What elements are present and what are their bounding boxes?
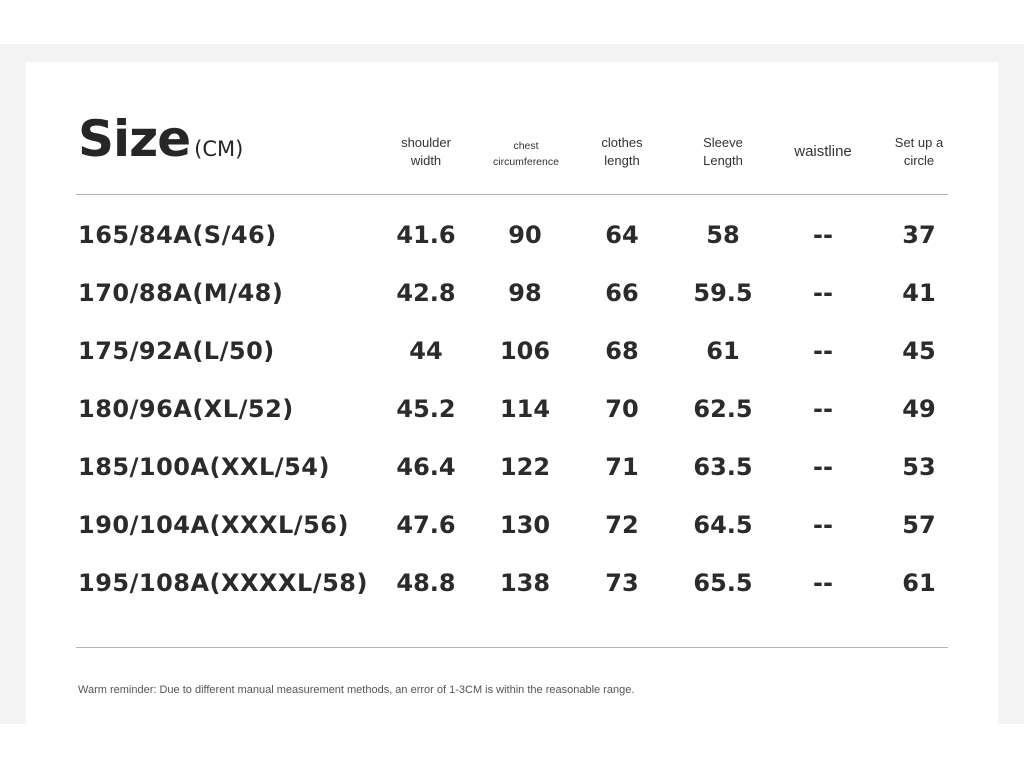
measurement-cell: 130 (499, 511, 551, 539)
footer-divider (76, 647, 948, 648)
size-label: 190/104A(XXXL/56) (78, 511, 349, 539)
table-row (26, 264, 998, 322)
size-chart-card (26, 62, 998, 724)
size-title (78, 110, 244, 168)
table-row (26, 380, 998, 438)
measurement-cell: -- (813, 395, 833, 423)
measurement-cell: 61 (706, 337, 740, 365)
header-waistline: waistline (794, 143, 852, 160)
header-divider (76, 194, 948, 195)
warm-reminder-note: Warm reminder: Due to different manual measurement methods, an error of 1-3CM is within the reasonable range. (78, 684, 635, 696)
size-title-text: Size (78, 110, 191, 168)
measurement-cell: 37 (902, 221, 936, 249)
measurement-cell: 45.2 (396, 395, 456, 423)
measurement-cell: 68 (605, 337, 639, 365)
measurement-cell: 98 (508, 279, 542, 307)
measurement-cell: -- (813, 221, 833, 249)
measurement-cell: 65.5 (693, 569, 753, 597)
measurement-cell: 62.5 (693, 395, 753, 423)
measurement-cell: -- (813, 337, 833, 365)
measurement-cell: 47.6 (396, 511, 456, 539)
measurement-cell: -- (813, 279, 833, 307)
measurement-cell: 42.8 (396, 279, 456, 307)
measurement-cell: 44 (409, 337, 443, 365)
measurement-cell: 53 (902, 453, 936, 481)
table-row (26, 496, 998, 554)
measurement-cell: 49 (902, 395, 936, 423)
measurement-cell: 41 (902, 279, 936, 307)
size-label: 170/88A(M/48) (78, 279, 284, 307)
table-row (26, 206, 998, 264)
measurement-cell: 90 (508, 221, 542, 249)
measurement-cell: 71 (605, 453, 639, 481)
measurement-cell: 58 (706, 221, 740, 249)
size-label: 175/92A(L/50) (78, 337, 275, 365)
table-row (26, 554, 998, 612)
measurement-cell: 41.6 (396, 221, 456, 249)
header-chest-circumference: chest circumference (493, 140, 559, 168)
measurement-cell: 64.5 (693, 511, 753, 539)
size-label: 165/84A(S/46) (78, 221, 277, 249)
measurement-cell: -- (813, 511, 833, 539)
table-row (26, 322, 998, 380)
size-label: 195/108A(XXXXL/58) (78, 569, 368, 597)
measurement-cell: 72 (605, 511, 639, 539)
measurement-cell: 73 (605, 569, 639, 597)
measurement-cell: 64 (605, 221, 639, 249)
measurement-cell: 114 (499, 395, 551, 423)
measurement-cell: 46.4 (396, 453, 456, 481)
table-row (26, 438, 998, 496)
header-set-up-a-circle: Set up a circle (894, 135, 944, 168)
measurement-cell: -- (813, 453, 833, 481)
measurement-cell: 63.5 (693, 453, 753, 481)
measurement-cell: 106 (499, 337, 551, 365)
measurement-cell: 45 (902, 337, 936, 365)
measurement-cell: 48.8 (396, 569, 456, 597)
measurement-cell: 122 (499, 453, 551, 481)
measurement-cell: 66 (605, 279, 639, 307)
size-unit: (CM) (194, 137, 244, 161)
measurement-cell: 57 (902, 511, 936, 539)
measurement-cell: -- (813, 569, 833, 597)
measurement-cell: 70 (605, 395, 639, 423)
measurement-cell: 61 (902, 569, 936, 597)
header-clothes-length: clothes length (601, 135, 643, 168)
header-sleeve-length: Sleeve Length (703, 135, 743, 168)
measurement-cell: 138 (499, 569, 551, 597)
size-label: 185/100A(XXL/54) (78, 453, 330, 481)
measurement-cell: 59.5 (693, 279, 753, 307)
header-shoulder-width: shoulder width (401, 135, 451, 168)
size-label: 180/96A(XL/52) (78, 395, 294, 423)
